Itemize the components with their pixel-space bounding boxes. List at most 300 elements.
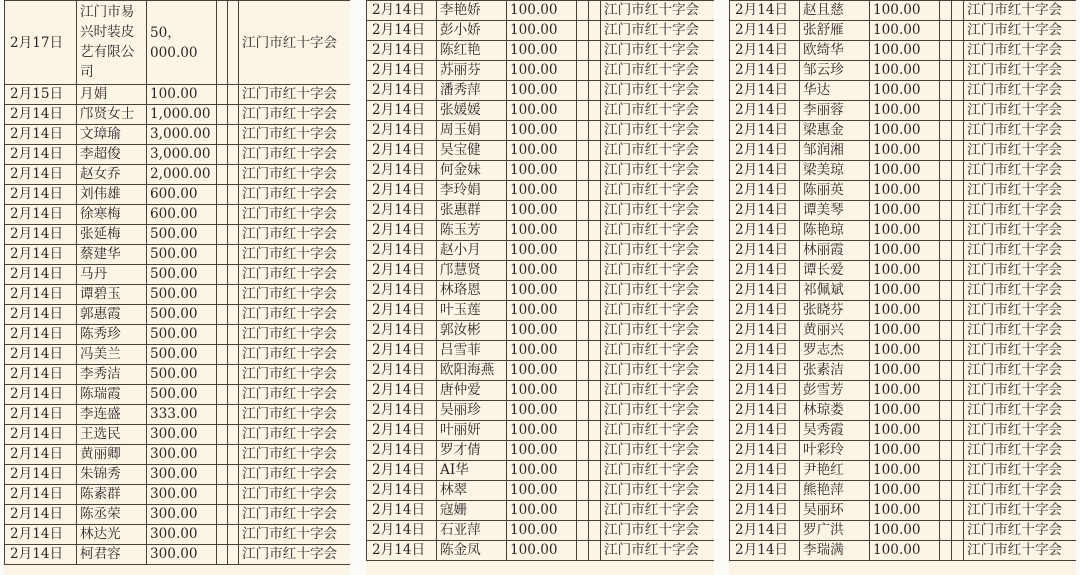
table-row <box>367 181 715 201</box>
date-cell: 2月14日 <box>367 541 437 561</box>
donor-name-cell: 苏丽芬 <box>437 61 507 81</box>
amount-cell: 100.00 <box>870 1 940 21</box>
donor-name-cell: 谭碧玉 <box>77 285 147 305</box>
blank-cell <box>217 345 228 365</box>
donor-name-cell: 何金妹 <box>437 161 507 181</box>
recipient-cell: 江门市红十字会 <box>239 185 351 205</box>
blank-cell <box>228 265 239 285</box>
date-cell: 2月14日 <box>730 401 800 421</box>
table-row <box>367 21 715 41</box>
recipient-cell: 江门市红十字会 <box>601 341 715 361</box>
blank-cell <box>577 301 589 321</box>
donor-name-cell: 彭雪芳 <box>800 381 870 401</box>
donor-name-cell: 黄丽兴 <box>800 321 870 341</box>
donor-name-cell: 吕雪菲 <box>437 341 507 361</box>
table-body-right <box>730 1 1077 561</box>
amount-cell: 600.00 <box>147 185 217 205</box>
recipient-cell: 江门市红十字会 <box>601 261 715 281</box>
donor-name-cell: 祁佩斌 <box>800 281 870 301</box>
date-cell: 2月14日 <box>730 141 800 161</box>
blank-cell <box>952 521 964 541</box>
recipient-cell: 江门市红十字会 <box>239 405 351 425</box>
blank-cell <box>952 81 964 101</box>
donor-name-cell: 张媛媛 <box>437 101 507 121</box>
donor-name-cell: 李丽蓉 <box>800 101 870 121</box>
blank-cell <box>217 85 228 105</box>
table-body-middle <box>367 1 715 561</box>
date-cell: 2月14日 <box>5 385 77 405</box>
recipient-cell: 江门市红十字会 <box>239 305 351 325</box>
date-cell: 2月14日 <box>5 205 77 225</box>
amount-cell: 300.00 <box>147 505 217 525</box>
blank-cell <box>940 221 952 241</box>
table-row <box>730 161 1077 181</box>
amount-cell: 100.00 <box>507 61 577 81</box>
date-cell: 2月14日 <box>730 461 800 481</box>
recipient-cell: 江门市红十字会 <box>239 425 351 445</box>
amount-cell: 100.00 <box>870 261 940 281</box>
blank-cell <box>577 541 589 561</box>
blank-cell <box>952 401 964 421</box>
recipient-cell: 江门市红十字会 <box>964 181 1077 201</box>
recipient-cell: 江门市红十字会 <box>601 181 715 201</box>
date-cell: 2月14日 <box>367 421 437 441</box>
donor-name-cell: 赵小月 <box>437 241 507 261</box>
blank-cell <box>228 465 239 485</box>
blank-cell <box>577 101 589 121</box>
donor-name-cell: 吴秀霞 <box>800 421 870 441</box>
table-row <box>367 281 715 301</box>
blank-cell <box>577 381 589 401</box>
recipient-cell: 江门市红十字会 <box>964 61 1077 81</box>
donor-name-cell: 吴丽环 <box>800 501 870 521</box>
amount-cell: 100.00 <box>870 441 940 461</box>
date-cell: 2月14日 <box>730 261 800 281</box>
date-cell: 2月14日 <box>730 381 800 401</box>
donor-name-cell: 熊艳萍 <box>800 481 870 501</box>
donor-name-cell: 赵且慈 <box>800 1 870 21</box>
date-cell: 2月14日 <box>730 101 800 121</box>
date-cell: 2月14日 <box>367 481 437 501</box>
blank-cell <box>589 521 601 541</box>
blank-cell <box>952 541 964 561</box>
blank-cell <box>589 221 601 241</box>
recipient-cell: 江门市红十字会 <box>239 345 351 365</box>
recipient-cell: 江门市红十字会 <box>601 361 715 381</box>
recipient-cell: 江门市红十字会 <box>239 285 351 305</box>
donor-name-cell: 尹艳红 <box>800 461 870 481</box>
date-cell: 2月14日 <box>730 361 800 381</box>
table-row <box>5 85 351 105</box>
donor-name-cell: 陈金凤 <box>437 541 507 561</box>
blank-cell <box>217 465 228 485</box>
donor-name-cell: 周玉娟 <box>437 121 507 141</box>
table-row <box>730 261 1077 281</box>
date-cell: 2月14日 <box>367 221 437 241</box>
blank-cell <box>940 301 952 321</box>
amount-cell: 100.00 <box>507 161 577 181</box>
blank-cell <box>577 421 589 441</box>
donor-name-cell: 张素洁 <box>800 361 870 381</box>
donor-name-cell: 林琼娄 <box>800 401 870 421</box>
amount-cell: 600.00 <box>147 205 217 225</box>
amount-cell: 100.00 <box>507 1 577 21</box>
date-cell: 2月14日 <box>5 185 77 205</box>
table-row <box>367 401 715 421</box>
date-cell: 2月14日 <box>367 441 437 461</box>
blank-cell <box>577 141 589 161</box>
date-cell: 2月14日 <box>730 541 800 561</box>
table-row <box>730 481 1077 501</box>
donor-name-cell: 朱锦秀 <box>77 465 147 485</box>
blank-cell <box>228 325 239 345</box>
amount-cell: 100.00 <box>507 241 577 261</box>
blank-cell <box>952 121 964 141</box>
table-row <box>730 41 1077 61</box>
amount-cell: 300.00 <box>147 525 217 545</box>
amount-cell: 300.00 <box>147 425 217 445</box>
blank-cell <box>940 261 952 281</box>
amount-cell: 100.00 <box>870 61 940 81</box>
blank-cell <box>952 201 964 221</box>
blank-cell <box>577 181 589 201</box>
amount-cell: 100.00 <box>870 81 940 101</box>
amount-cell: 100.00 <box>507 461 577 481</box>
recipient-cell: 江门市红十字会 <box>601 101 715 121</box>
blank-cell <box>228 505 239 525</box>
table-row <box>5 1 351 85</box>
donor-name-cell: 文璋瑜 <box>77 125 147 145</box>
table-row <box>367 121 715 141</box>
table-row <box>730 201 1077 221</box>
table-row <box>367 221 715 241</box>
table-row <box>730 321 1077 341</box>
donor-name-cell: 林翠 <box>437 481 507 501</box>
table-row <box>367 241 715 261</box>
table-row <box>367 421 715 441</box>
table-row <box>730 181 1077 201</box>
recipient-cell: 江门市红十字会 <box>964 381 1077 401</box>
blank-cell <box>577 341 589 361</box>
donor-name-cell: 罗志杰 <box>800 341 870 361</box>
blank-cell <box>577 41 589 61</box>
amount-cell: 500.00 <box>147 245 217 265</box>
recipient-cell: 江门市红十字会 <box>239 125 351 145</box>
donor-name-cell: 李超俊 <box>77 145 147 165</box>
donor-name-cell: 赵女乔 <box>77 165 147 185</box>
donor-name-cell: 陈红艳 <box>437 41 507 61</box>
recipient-cell: 江门市红十字会 <box>239 445 351 465</box>
donation-table <box>4 0 350 565</box>
blank-cell <box>577 161 589 181</box>
date-cell: 2月14日 <box>5 465 77 485</box>
recipient-cell: 江门市红十字会 <box>601 241 715 261</box>
amount-cell: 500.00 <box>147 225 217 245</box>
blank-cell <box>577 321 589 341</box>
table-row <box>5 265 351 285</box>
recipient-cell: 江门市红十字会 <box>601 41 715 61</box>
amount-cell: 100.00 <box>507 141 577 161</box>
blank-cell <box>217 145 228 165</box>
date-cell: 2月17日 <box>5 1 77 85</box>
table-row <box>367 81 715 101</box>
table-row <box>367 521 715 541</box>
recipient-cell: 江门市红十字会 <box>964 1 1077 21</box>
donor-name-cell: 邝慧贤 <box>437 261 507 281</box>
table-row <box>730 541 1077 561</box>
recipient-cell: 江门市红十字会 <box>239 145 351 165</box>
date-cell: 2月14日 <box>730 301 800 321</box>
blank-cell <box>577 261 589 281</box>
blank-cell <box>952 161 964 181</box>
blank-cell <box>228 525 239 545</box>
date-cell: 2月14日 <box>367 161 437 181</box>
table-row <box>367 361 715 381</box>
blank-cell <box>952 301 964 321</box>
donor-name-cell: 马丹 <box>77 265 147 285</box>
recipient-cell: 江门市红十字会 <box>964 201 1077 221</box>
recipient-cell: 江门市红十字会 <box>964 101 1077 121</box>
blank-cell <box>952 241 964 261</box>
donation-table-middle <box>366 0 714 575</box>
blank-cell <box>589 301 601 321</box>
blank-cell <box>589 461 601 481</box>
recipient-cell: 江门市红十字会 <box>601 281 715 301</box>
recipient-cell: 江门市红十字会 <box>239 225 351 245</box>
donor-name-cell: 李玲娟 <box>437 181 507 201</box>
donor-name-cell: 蔡建华 <box>77 245 147 265</box>
amount-cell: 300.00 <box>147 545 217 565</box>
blank-cell <box>952 481 964 501</box>
blank-cell <box>228 205 239 225</box>
blank-cell <box>952 441 964 461</box>
recipient-cell: 江门市红十字会 <box>964 241 1077 261</box>
amount-cell: 100.00 <box>870 381 940 401</box>
table-row <box>730 221 1077 241</box>
donor-name-cell: 陈丞荣 <box>77 505 147 525</box>
recipient-cell: 江门市红十字会 <box>601 61 715 81</box>
table-row <box>730 81 1077 101</box>
amount-cell: 100.00 <box>507 401 577 421</box>
blank-cell <box>589 261 601 281</box>
date-cell: 2月14日 <box>367 241 437 261</box>
blank-cell <box>952 281 964 301</box>
date-cell: 2月14日 <box>5 445 77 465</box>
donor-name-cell: 陈瑞霞 <box>77 385 147 405</box>
table-row <box>367 141 715 161</box>
recipient-cell: 江门市红十字会 <box>239 245 351 265</box>
recipient-cell: 江门市红十字会 <box>601 441 715 461</box>
blank-cell <box>940 121 952 141</box>
recipient-cell: 江门市红十字会 <box>601 541 715 561</box>
table-row <box>5 485 351 505</box>
blank-cell <box>577 501 589 521</box>
blank-cell <box>228 365 239 385</box>
amount-cell: 100.00 <box>507 501 577 521</box>
amount-cell: 100.00 <box>507 261 577 281</box>
date-cell: 2月14日 <box>5 425 77 445</box>
recipient-cell: 江门市红十字会 <box>239 265 351 285</box>
blank-cell <box>577 21 589 41</box>
date-cell: 2月14日 <box>367 381 437 401</box>
recipient-cell: 江门市红十字会 <box>964 341 1077 361</box>
donor-name-cell: 陈艳琼 <box>800 221 870 241</box>
blank-cell <box>217 265 228 285</box>
amount-cell: 100.00 <box>507 321 577 341</box>
table-row <box>5 405 351 425</box>
donor-name-cell: 刘伟雄 <box>77 185 147 205</box>
donor-name-cell: 彭小娇 <box>437 21 507 41</box>
amount-cell: 100.00 <box>870 101 940 121</box>
date-cell: 2月14日 <box>367 361 437 381</box>
blank-cell <box>217 225 228 245</box>
blank-cell <box>217 505 228 525</box>
blank-cell <box>217 545 228 565</box>
date-cell: 2月14日 <box>730 481 800 501</box>
blank-cell <box>228 185 239 205</box>
date-cell: 2月14日 <box>5 265 77 285</box>
table-row <box>367 461 715 481</box>
recipient-cell: 江门市红十字会 <box>964 441 1077 461</box>
recipient-cell: 江门市红十字会 <box>964 321 1077 341</box>
amount-cell: 100.00 <box>870 221 940 241</box>
donor-name-cell: 陈秀珍 <box>77 325 147 345</box>
donor-name-cell: 邝贤女士 <box>77 105 147 125</box>
blank-cell <box>577 481 589 501</box>
blank-cell <box>589 61 601 81</box>
recipient-cell: 江门市红十字会 <box>239 1 351 85</box>
date-cell: 2月14日 <box>367 501 437 521</box>
recipient-cell: 江门市红十字会 <box>239 165 351 185</box>
recipient-cell: 江门市红十字会 <box>239 105 351 125</box>
date-cell: 2月14日 <box>730 41 800 61</box>
table-row <box>5 445 351 465</box>
blank-cell <box>589 381 601 401</box>
amount-cell: 500.00 <box>147 265 217 285</box>
amount-cell: 100.00 <box>870 181 940 201</box>
recipient-cell: 江门市红十字会 <box>239 505 351 525</box>
blank-cell <box>589 501 601 521</box>
amount-cell: 500.00 <box>147 385 217 405</box>
recipient-cell: 江门市红十字会 <box>964 481 1077 501</box>
table-row <box>730 341 1077 361</box>
table-row <box>730 301 1077 321</box>
table-row <box>367 321 715 341</box>
blank-cell <box>217 445 228 465</box>
recipient-cell: 江门市红十字会 <box>964 281 1077 301</box>
blank-cell <box>577 201 589 221</box>
blank-cell <box>228 345 239 365</box>
recipient-cell: 江门市红十字会 <box>964 41 1077 61</box>
amount-cell: 3,000.00 <box>147 125 217 145</box>
recipient-cell: 江门市红十字会 <box>964 221 1077 241</box>
table-row <box>5 225 351 245</box>
blank-cell <box>577 241 589 261</box>
amount-cell: 100.00 <box>507 421 577 441</box>
blank-cell <box>589 121 601 141</box>
recipient-cell: 江门市红十字会 <box>601 141 715 161</box>
table-row <box>5 305 351 325</box>
table-row <box>5 125 351 145</box>
blank-cell <box>940 101 952 121</box>
blank-cell <box>217 365 228 385</box>
date-cell: 2月14日 <box>5 325 77 345</box>
amount-cell: 100.00 <box>870 141 940 161</box>
date-cell: 2月14日 <box>730 501 800 521</box>
recipient-cell: 江门市红十字会 <box>601 81 715 101</box>
blank-cell <box>952 461 964 481</box>
donor-name-cell: 梁惠金 <box>800 121 870 141</box>
amount-cell: 100.00 <box>870 481 940 501</box>
blank-cell <box>217 185 228 205</box>
amount-cell: 100.00 <box>870 41 940 61</box>
table-row <box>5 205 351 225</box>
table-row <box>730 401 1077 421</box>
blank-cell <box>940 161 952 181</box>
donation-table <box>366 0 714 561</box>
amount-cell: 100.00 <box>870 301 940 321</box>
donor-name-cell: 欧绮华 <box>800 41 870 61</box>
table-row <box>367 341 715 361</box>
table-row <box>730 501 1077 521</box>
blank-cell <box>952 41 964 61</box>
amount-cell: 100.00 <box>507 41 577 61</box>
blank-cell <box>589 421 601 441</box>
table-row <box>730 361 1077 381</box>
date-cell: 2月14日 <box>730 441 800 461</box>
amount-cell: 100.00 <box>507 181 577 201</box>
donor-name-cell: 月娟 <box>77 85 147 105</box>
donor-name-cell: 林珞恩 <box>437 281 507 301</box>
donor-name-cell: 郭惠霞 <box>77 305 147 325</box>
blank-cell <box>940 61 952 81</box>
table-row <box>367 61 715 81</box>
recipient-cell: 江门市红十字会 <box>601 221 715 241</box>
recipient-cell: 江门市红十字会 <box>601 381 715 401</box>
recipient-cell: 江门市红十字会 <box>239 385 351 405</box>
blank-cell <box>577 221 589 241</box>
table-row <box>367 1 715 21</box>
amount-cell: 100.00 <box>507 121 577 141</box>
amount-cell: 100.00 <box>870 401 940 421</box>
blank-cell <box>217 385 228 405</box>
blank-cell <box>228 405 239 425</box>
amount-cell: 100.00 <box>870 541 940 561</box>
date-cell: 2月14日 <box>367 201 437 221</box>
recipient-cell: 江门市红十字会 <box>601 401 715 421</box>
recipient-cell: 江门市红十字会 <box>239 205 351 225</box>
amount-cell: 500.00 <box>147 325 217 345</box>
table-row <box>730 461 1077 481</box>
blank-cell <box>952 421 964 441</box>
date-cell: 2月14日 <box>5 165 77 185</box>
amount-cell: 100.00 <box>507 21 577 41</box>
blank-cell <box>589 241 601 261</box>
blank-cell <box>577 401 589 421</box>
blank-cell <box>940 41 952 61</box>
table-row <box>367 41 715 61</box>
donor-name-cell: 李连盛 <box>77 405 147 425</box>
recipient-cell: 江门市红十字会 <box>239 465 351 485</box>
blank-cell <box>952 501 964 521</box>
date-cell: 2月14日 <box>5 405 77 425</box>
blank-cell <box>940 481 952 501</box>
amount-cell: 100.00 <box>870 241 940 261</box>
recipient-cell: 江门市红十字会 <box>964 521 1077 541</box>
table-row <box>730 61 1077 81</box>
donor-name-cell: 谭美琴 <box>800 201 870 221</box>
blank-cell <box>217 245 228 265</box>
